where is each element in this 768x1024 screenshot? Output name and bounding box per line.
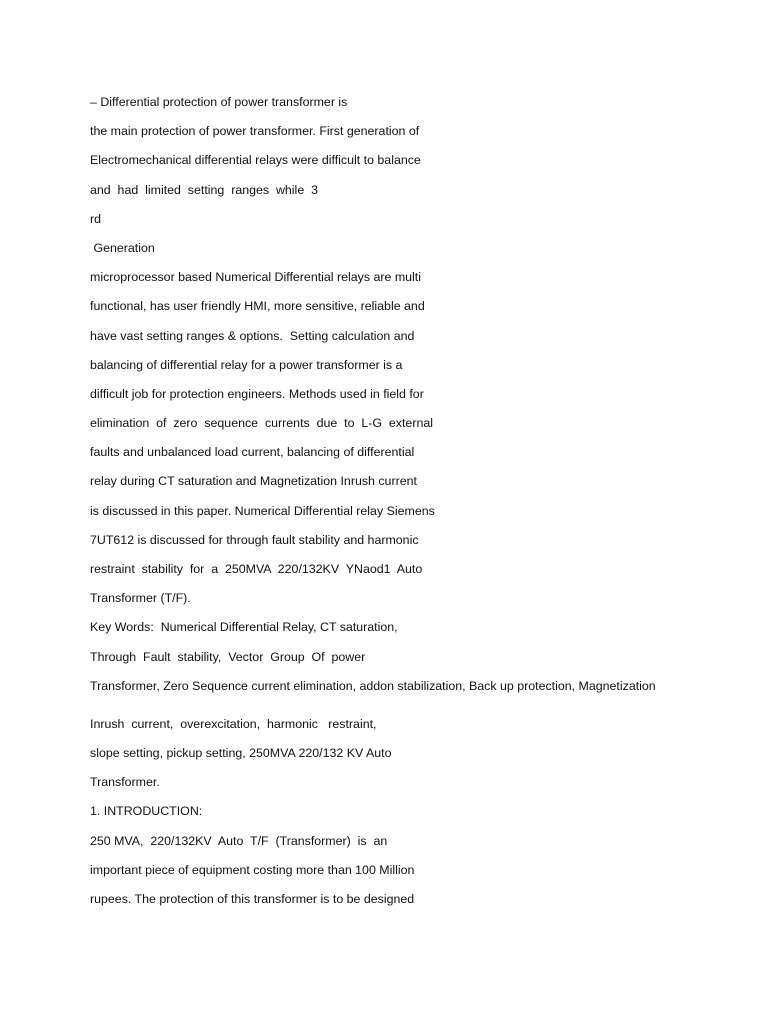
keywords-line: slope setting, pickup setting, 250MVA 220/132 KV Auto bbox=[90, 745, 392, 760]
keywords-line: Transformer, Zero Sequence current elimination, addon stabilization, Back up protection, Magnetization bbox=[90, 678, 656, 693]
text-line: 250 MVA, 220/132KV Auto T/F (Transformer) is an bbox=[90, 833, 388, 848]
text-line: balancing of differential relay for a power transformer is a bbox=[90, 357, 403, 372]
keywords-line: Transformer. bbox=[90, 775, 160, 790]
text-line: faults and unbalanced load current, balancing of differential bbox=[90, 445, 415, 460]
superscript-fragment: rd bbox=[90, 211, 102, 226]
text-line: have vast setting ranges & options. Setting calculation and bbox=[90, 328, 415, 343]
text-line: Transformer (T/F). bbox=[90, 591, 191, 606]
text-line: elimination of zero sequence currents due to L-G external bbox=[90, 416, 433, 431]
text-line: difficult job for protection engineers. Methods used in field for bbox=[90, 386, 424, 401]
text-line: – Differential protection of power transformer is bbox=[90, 95, 348, 109]
text-line: and had limited setting ranges while 3 bbox=[90, 182, 318, 197]
text-line: relay during CT saturation and Magnetization Inrush current bbox=[90, 474, 417, 489]
keywords-line: Key Words: Numerical Differential Relay, CT saturation, bbox=[90, 620, 398, 635]
text-line: 7UT612 is discussed for through fault stability and harmonic bbox=[90, 532, 419, 547]
text-line: important piece of equipment costing more than 100 Million bbox=[90, 862, 415, 877]
text-line: Electromechanical differential relays were difficult to balance bbox=[90, 153, 421, 168]
text-line: Generation bbox=[90, 240, 155, 255]
text-line: the main protection of power transformer. First generation of bbox=[90, 124, 420, 139]
text-line: microprocessor based Numerical Differential relays are multi bbox=[90, 270, 421, 285]
text-line: rupees. The protection of this transformer is to be designed bbox=[90, 891, 415, 906]
text-line: functional, has user friendly HMI, more sensitive, reliable and bbox=[90, 299, 425, 314]
section-heading: 1. INTRODUCTION: bbox=[90, 804, 203, 819]
document-body bbox=[90, 93, 710, 919]
keywords-line: Through Fault stability, Vector Group Of power bbox=[90, 649, 366, 664]
text-line: restraint stability for a 250MVA 220/132KV YNaod1 Auto bbox=[90, 562, 423, 576]
text-line: is discussed in this paper. Numerical Differential relay Siemens bbox=[90, 503, 435, 518]
keywords-line: Inrush current, overexcitation, harmonic restraint, bbox=[90, 716, 377, 731]
